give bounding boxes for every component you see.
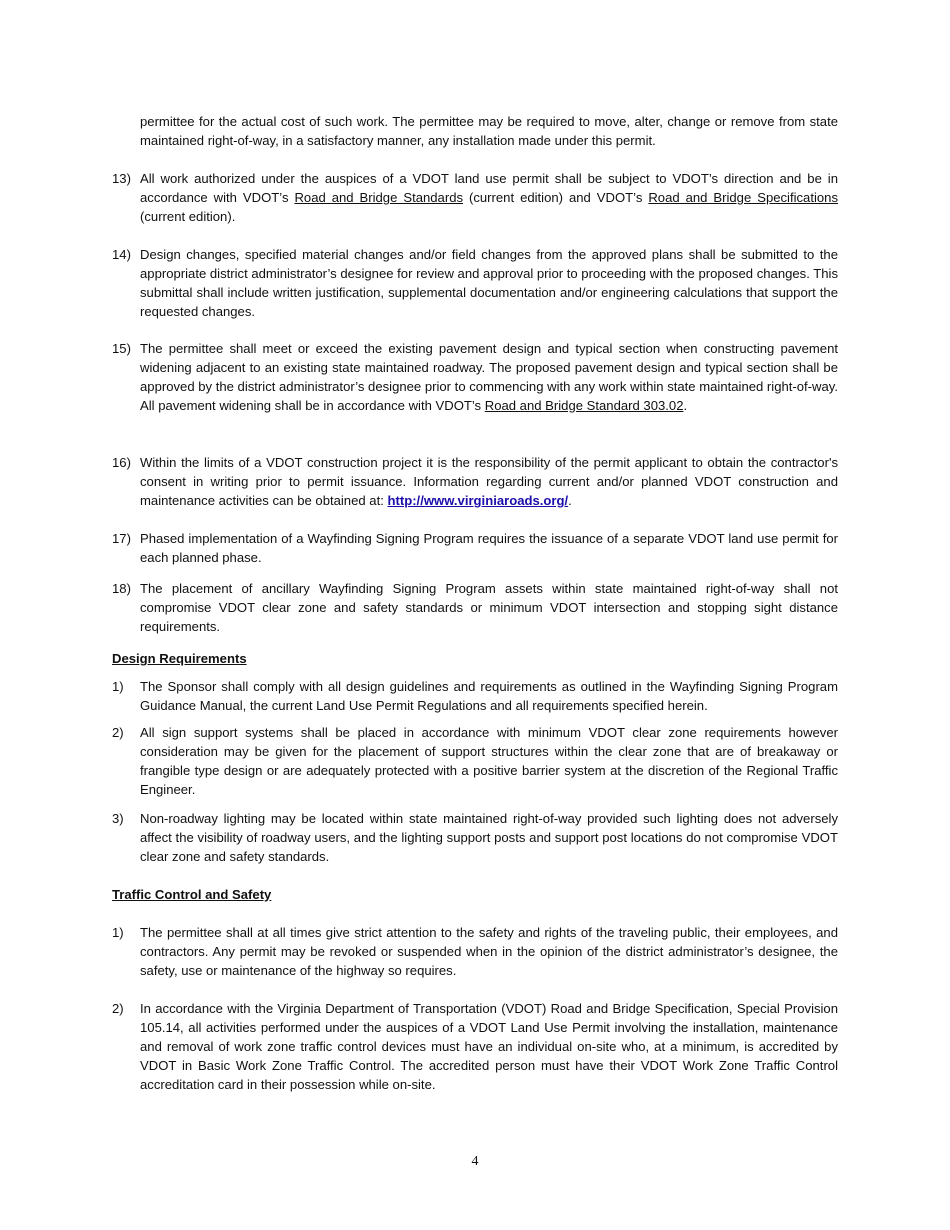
road-bridge-standard-303-ref: Road and Bridge Standard 303.02 [484,398,684,413]
item-number: 17) [112,531,131,546]
traffic-item-2 [112,999,838,1094]
item-number: 13) [112,171,131,186]
item-number: 2) [112,725,124,740]
virginiaroads-link[interactable]: http://www.virginiaroads.org/ [387,493,569,508]
item-text: In accordance with the Virginia Department of Transportation (VDOT) Road and Bridge Specification, Special Provision 105.14, all activities performed under the auspices of a VDOT Land Use Permit involving the installation, maintenance and removal of work zone traffic control devices must have an individual on-site who, at a minimum, is accredited by VDOT in Basic Work Zone Traffic Control. The accredited person must have their VDOT Work Zone Traffic Control accreditation card in their possession while on-site. [140,1001,838,1092]
item-number: 3) [112,811,124,826]
item-text: The placement of ancillary Wayfinding Signing Program assets within state maintained right-of-way shall not compromise VDOT clear zone and safety standards or minimum VDOT intersection and stopping sight distance requirements. [140,581,838,634]
item-text: The Sponsor shall comply with all design guidelines and requirements as outlined in the Wayfinding Signing Program Guidance Manual, the current Land Use Permit Regulations and all requirements specified herein. [140,679,838,713]
item-text: Within the limits of a VDOT construction project it is the responsibility of the permit applicant to obtain the contractor's consent in writing prior to permit issuance. Information regarding current and/or planned VDOT construction and maintenance activities can be obtained at: http://www.virginiaroads.org/. [140,455,838,508]
item-number: 1) [112,925,124,940]
list-item-13 [112,169,838,226]
traffic-control-heading: Traffic Control and Safety [112,887,272,902]
list-item-17 [112,529,838,567]
design-item-1 [112,677,838,715]
item-number: 18) [112,581,131,596]
item-text: All sign support systems shall be placed in accordance with minimum VDOT clear zone requirements however consideration may be given for the placement of support structures within the clear zone that are of breakaway or frangible type design or are adequately protected with a positive barrier system at the discretion of the Regional Traffic Engineer. [140,725,838,797]
item-number: 1) [112,679,124,694]
design-item-2 [112,723,838,799]
list-item-14 [112,245,838,321]
item-number: 2) [112,1001,124,1016]
page-number: 4 [471,1154,479,1169]
item-text: The permittee shall at all times give strict attention to the safety and rights of the traveling public, their employees, and contractors. Any permit may be revoked or suspended when in the opinion of the district administrator’s designee, the safety, use or maintenance of the highway so requires. [140,925,838,978]
item-text: All work authorized under the auspices of a VDOT land use permit shall be subject to VDOT’s direction and be in accordance with VDOT’s Road and Bridge Standards (current edition) and VDOT’s Road and Bridge Specifications (current edition). [140,171,838,224]
design-requirements-heading: Design Requirements [112,651,247,666]
list-item-15 [112,339,838,415]
item-number: 14) [112,247,131,262]
item-number: 15) [112,341,131,356]
item-text: The permittee shall meet or exceed the existing pavement design and typical section when constructing pavement widening adjacent to an existing state maintained roadway. The proposed pavement design and typical section shall be approved by the district administrator’s designee prior to commencing with any work within state maintained right-of-way. All pavement widening shall be in accordance with VDOT’s Road and Bridge Standard 303.02. [140,341,838,413]
list-item-16 [112,453,838,510]
traffic-item-1 [112,923,838,980]
item-number: 16) [112,455,131,470]
item-text: Non-roadway lighting may be located within state maintained right-of-way provided such lighting does not adversely affect the visibility of roadway users, and the lighting support posts and support post locations do not compromise VDOT clear zone and safety standards. [140,811,838,864]
continued-paragraph: permittee for the actual cost of such work. The permittee may be required to move, alter, change or remove from state maintained right-of-way, in a satisfactory manner, any installation made under this permit. [140,114,838,148]
road-bridge-standards-ref: Road and Bridge Standards [294,190,464,205]
list-item-18 [112,579,838,636]
road-bridge-specifications-ref: Road and Bridge Specifications [648,190,838,205]
item-text: Phased implementation of a Wayfinding Signing Program requires the issuance of a separate VDOT land use permit for each planned phase. [140,531,838,565]
item-text: Design changes, specified material changes and/or field changes from the approved plans shall be submitted to the appropriate district administrator’s designee for review and approval prior to proceeding with the proposed changes. This submittal shall include written justification, supplemental documentation and/or engineering calculations that support the requested changes. [140,247,838,319]
design-item-3 [112,809,838,866]
